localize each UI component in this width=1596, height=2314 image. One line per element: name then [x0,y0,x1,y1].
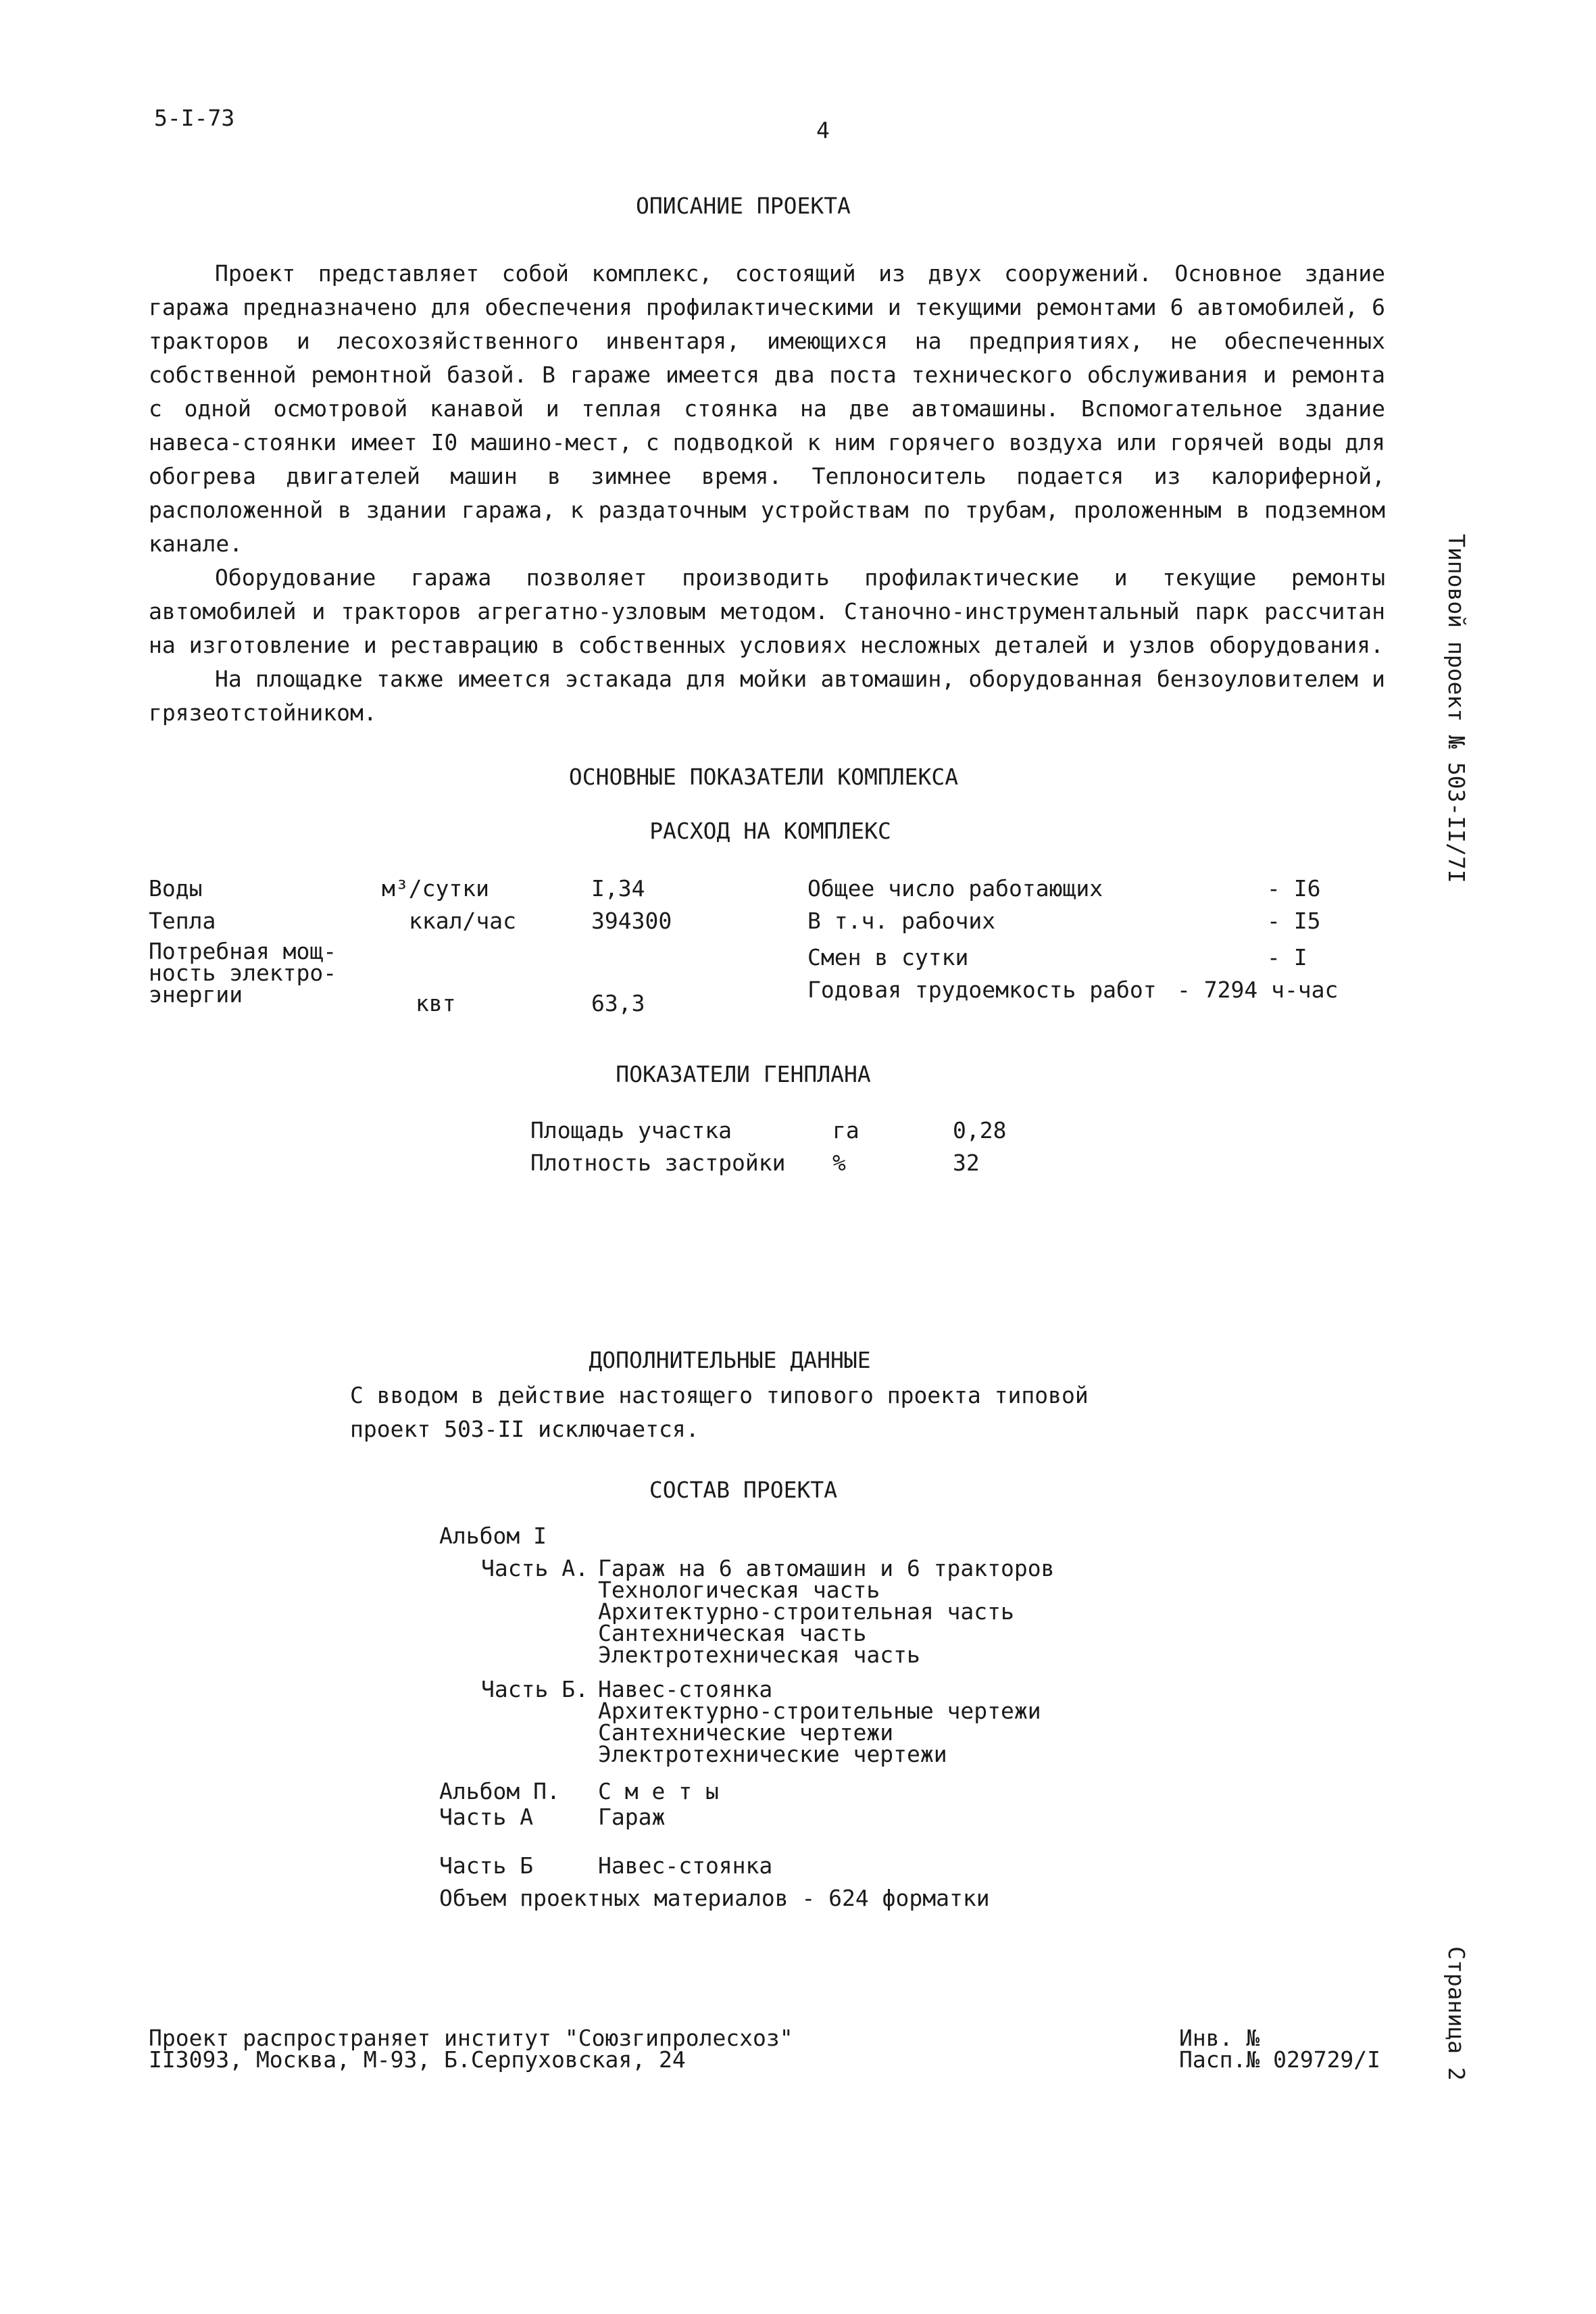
consumption-name: Тепла [149,908,216,934]
description-paragraph: Оборудование гаража позволяет производить профилактические и текущие ремонты автомобилей и тракторов агрегатно-узловым методом. Станочно-инструментальный парк рассчитан на изготовление и реставрацию в собственных условиях несложных деталей и узлов оборудования. [149,564,1385,658]
additional-line: проект 503-II исключается. [350,1416,699,1442]
consumption-value: 394300 [591,908,672,934]
album-2-part-b-label: Часть Б [439,1852,534,1879]
part-b-contents: Навес-стоянка Архитектурно-строительные чертежи Сантехнические чертежи Электротехнические чертежи [598,1676,1041,1767]
description-text [149,257,1385,730]
workers-value: - I [1267,944,1307,970]
genplan-unit: % [832,1150,846,1176]
part-b-label: Часть Б. [481,1676,589,1702]
genplan-name: Плотность застройки [530,1150,786,1176]
consumption-unit: м³/сутки [382,875,489,902]
consumption-value: 63,3 [591,990,645,1016]
workers-label: В т.ч. рабочих [807,908,996,934]
distributor-info: Проект распространяет институт "Союзгипролесхоз" II3093, Москва, М-93, Б.Серпуховская, 24 [149,2025,793,2073]
workers-value: - 7294 ч-час [1177,977,1339,1003]
workers-label: Годовая трудоемкость работ [807,977,1157,1003]
side-project-label: Типовой проект № 503-II/7I [1443,534,1470,883]
consumption-name: Воды [149,875,203,902]
genplan-name: Площадь участка [530,1117,732,1143]
description-paragraph: Проект представляет собой комплекс, состоящий из двух сооружений. Основное здание гаража предназначено для обеспечения профилактическими и текущими ремонтами 6 автомобилей, 6 тракторов и лесохозяйственного инвентаря, имеющихся на предприятиях, не обеспеченных собственной ремонтной базой. В гараже имеется два поста технического обслуживания и ремонта с одной осмотровой канавой и теплая стоянка на две автомашины. Вспомогательное здание навеса-стоянки имеет I0 машино-мест, с подводкой к ним горячего воздуха или горячей воды для обогрева двигателей машин в зимнее время. Теплоноситель подается из калориферной, расположенной в здании гаража, к раздаточным устройствам по трубам, проложенным в подземном канале. [149,260,1385,557]
indicators-title: ОСНОВНЫЕ ПОКАЗАТЕЛИ КОМПЛЕКСА [568,764,959,790]
album-2-part-b-value: Навес-стоянка [598,1852,773,1879]
workers-value: - I6 [1267,875,1321,902]
description-paragraph: На площадке также имеется эстакада для мойки автомашин, оборудованная бензоуловителем и грязеотстойником. [149,666,1385,726]
genplan-value: 0,28 [953,1117,1007,1143]
inventory-number: Инв. № [1179,2025,1260,2051]
description-title: ОПИСАНИЕ ПРОЕКТА [636,193,851,219]
side-page-label: Страница 2 [1443,1946,1470,2081]
consumption-name: Потребная мощ- ность электро- энергии [149,938,337,1008]
part-a-label: Часть А. [481,1555,589,1581]
album-2-title: С м е т ы [598,1778,719,1804]
album-2-part-a-label: Часть А [439,1804,534,1830]
workers-value: - I5 [1267,908,1321,934]
genplan-value: 32 [953,1150,980,1176]
inventory-info [1179,2027,1380,2071]
document-code: 5-I-73 [154,105,235,131]
consumption-value: I,34 [591,875,645,902]
volume-line: Объем проектных материалов - 624 форматки [439,1885,990,1911]
genplan-unit: га [832,1117,859,1143]
additional-title: ДОПОЛНИТЕЛЬНЫЕ ДАННЫЕ [589,1347,871,1373]
consumption-unit: ккал/час [409,908,516,934]
indicators-subtitle: РАСХОД НА КОМПЛЕКС [649,818,891,844]
additional-line: С вводом в действие настоящего типового проекта типовой [350,1382,1089,1408]
composition-title: СОСТАВ ПРОЕКТА [649,1477,838,1503]
album-2-part-a-value: Гараж [598,1804,666,1830]
part-a-contents: Гараж на 6 автомашин и 6 тракторов Технологическая часть Архитектурно-строительная часть Сантехническая часть Электротехническая часть [598,1555,1055,1668]
album-2: Альбом П. [439,1778,560,1804]
genplan-title: ПОКАЗАТЕЛИ ГЕНПЛАНА [616,1061,871,1087]
workers-label: Общее число работающих [807,875,1103,902]
page-number: 4 [816,117,830,143]
workers-label: Смен в сутки [807,944,969,970]
consumption-unit: квт [416,990,456,1016]
passport-number: Пасп.№ 029729/I [1179,2046,1381,2073]
album-1: Альбом I [439,1523,547,1549]
